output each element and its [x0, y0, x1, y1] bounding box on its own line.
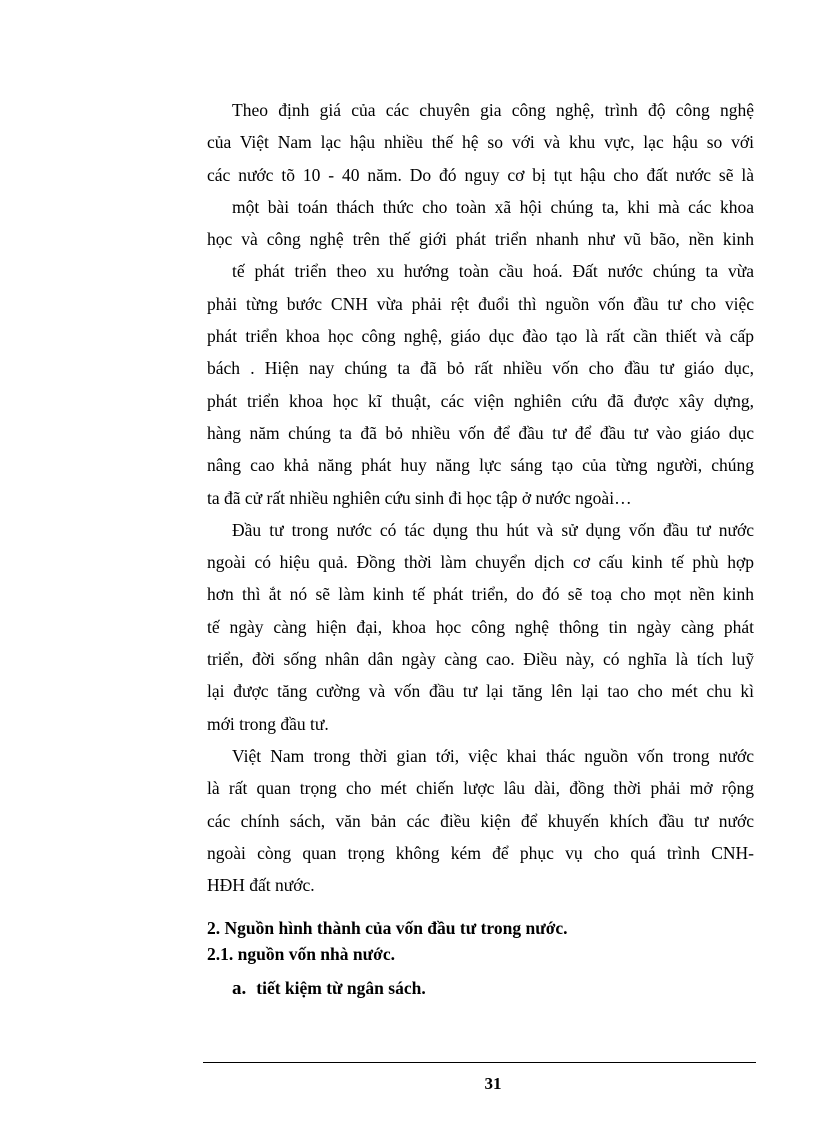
text-line: học và công nghệ trên thế giới phát triển nhanh như vũ bão, nền kinh: [207, 229, 754, 250]
text-line: tế phát triển theo xu hướng toàn cầu hoá. Đất nước chúng ta vừa: [232, 261, 754, 282]
text-line: bách . Hiện nay chúng ta đã bỏ rất nhiều vốn cho đầu tư giáo dục,: [207, 358, 754, 379]
paragraph: [207, 740, 754, 901]
text-line: phát triển khoa học kĩ thuật, các viện nghiên cứu đã được xây dựng,: [207, 390, 754, 411]
text-line: hơn thì ắt nó sẽ làm kinh tế phát triển, do đó sẽ toạ cho mọt nền kinh: [207, 584, 754, 605]
paragraph: [207, 514, 754, 740]
list-item-heading: [232, 978, 426, 1000]
text-line: HĐH đất nước.: [207, 875, 315, 896]
text-line: phát triển khoa học công nghệ, giáo dục đào tạo là rất cần thiết và cấp: [207, 326, 754, 347]
text-line: Theo định giá của các chuyên gia công nghệ, trình độ công nghệ: [232, 100, 754, 120]
text-line: các chính sách, văn bản các điều kiện để khuyến khích đầu tư nước: [207, 810, 754, 831]
text-line: triển, đời sống nhân dân ngày càng cao. Điều này, có nghĩa là tích luỹ: [207, 649, 754, 670]
text-line: Việt Nam trong thời gian tới, việc khai thác nguồn vốn trong nước: [232, 745, 754, 766]
footer-rule: [203, 1062, 756, 1063]
text-line: ngoài còng quan trọng không kém để phục vụ cho quá trình CNH-: [207, 842, 754, 863]
text-line: một bài toán thách thức cho toàn xã hội chúng ta, khi mà các khoa: [232, 196, 754, 217]
list-marker: a.: [232, 978, 247, 999]
text-line: là rất quan trọng cho mét chiến lược lâu dài, đồng thời phải mở rộng: [207, 778, 754, 799]
subsection-heading: 2.1. nguồn vốn nhà nước.: [207, 944, 395, 964]
text-line: mới trong đầu tư.: [207, 713, 329, 734]
text-line: các nước tõ 10 - 40 năm. Do đó nguy cơ bị tụt hậu cho đất nước sẽ là: [207, 164, 754, 185]
text-line: lại được tăng cường và vốn đầu tư lại tăng lên lại tao cho mét chu kì: [207, 681, 754, 702]
text-line: nâng cao khả năng phát huy năng lực sáng tạo của từng người, chúng: [207, 455, 754, 476]
text-line: Đầu tư trong nước có tác dụng thu hút và sử dụng vốn đầu tư nước: [232, 519, 754, 540]
list-item-text: tiết kiệm từ ngân sách.: [256, 978, 426, 998]
text-line: tế ngày càng hiện đại, khoa học công nghệ thông tin ngày càng phát: [207, 616, 754, 637]
section-heading: 2. Nguồn hình thành của vốn đầu tư trong nước.: [207, 918, 568, 938]
text-line: ngoài có hiệu quả. Đồng thời làm chuyển dịch cơ cấu kinh tế phù hợp: [207, 552, 754, 573]
paragraph: [207, 94, 754, 514]
page-number: 31: [484, 1074, 502, 1093]
text-line: của Việt Nam lạc hậu nhiều thế hệ so với và khu vực, lạc hậu so với: [207, 132, 754, 153]
body-text: [207, 94, 754, 901]
text-line: phải từng bước CNH vừa phải rệt đuổi thì nguồn vốn đầu tư cho việc: [207, 293, 754, 314]
text-line: hàng năm chúng ta đã bỏ nhiều vốn để đầu tư để đầu tư vào giáo dục: [207, 422, 754, 443]
text-line: ta đã cử rất nhiều nghiên cứu sinh đi học tập ở nước ngoài…: [207, 487, 632, 508]
